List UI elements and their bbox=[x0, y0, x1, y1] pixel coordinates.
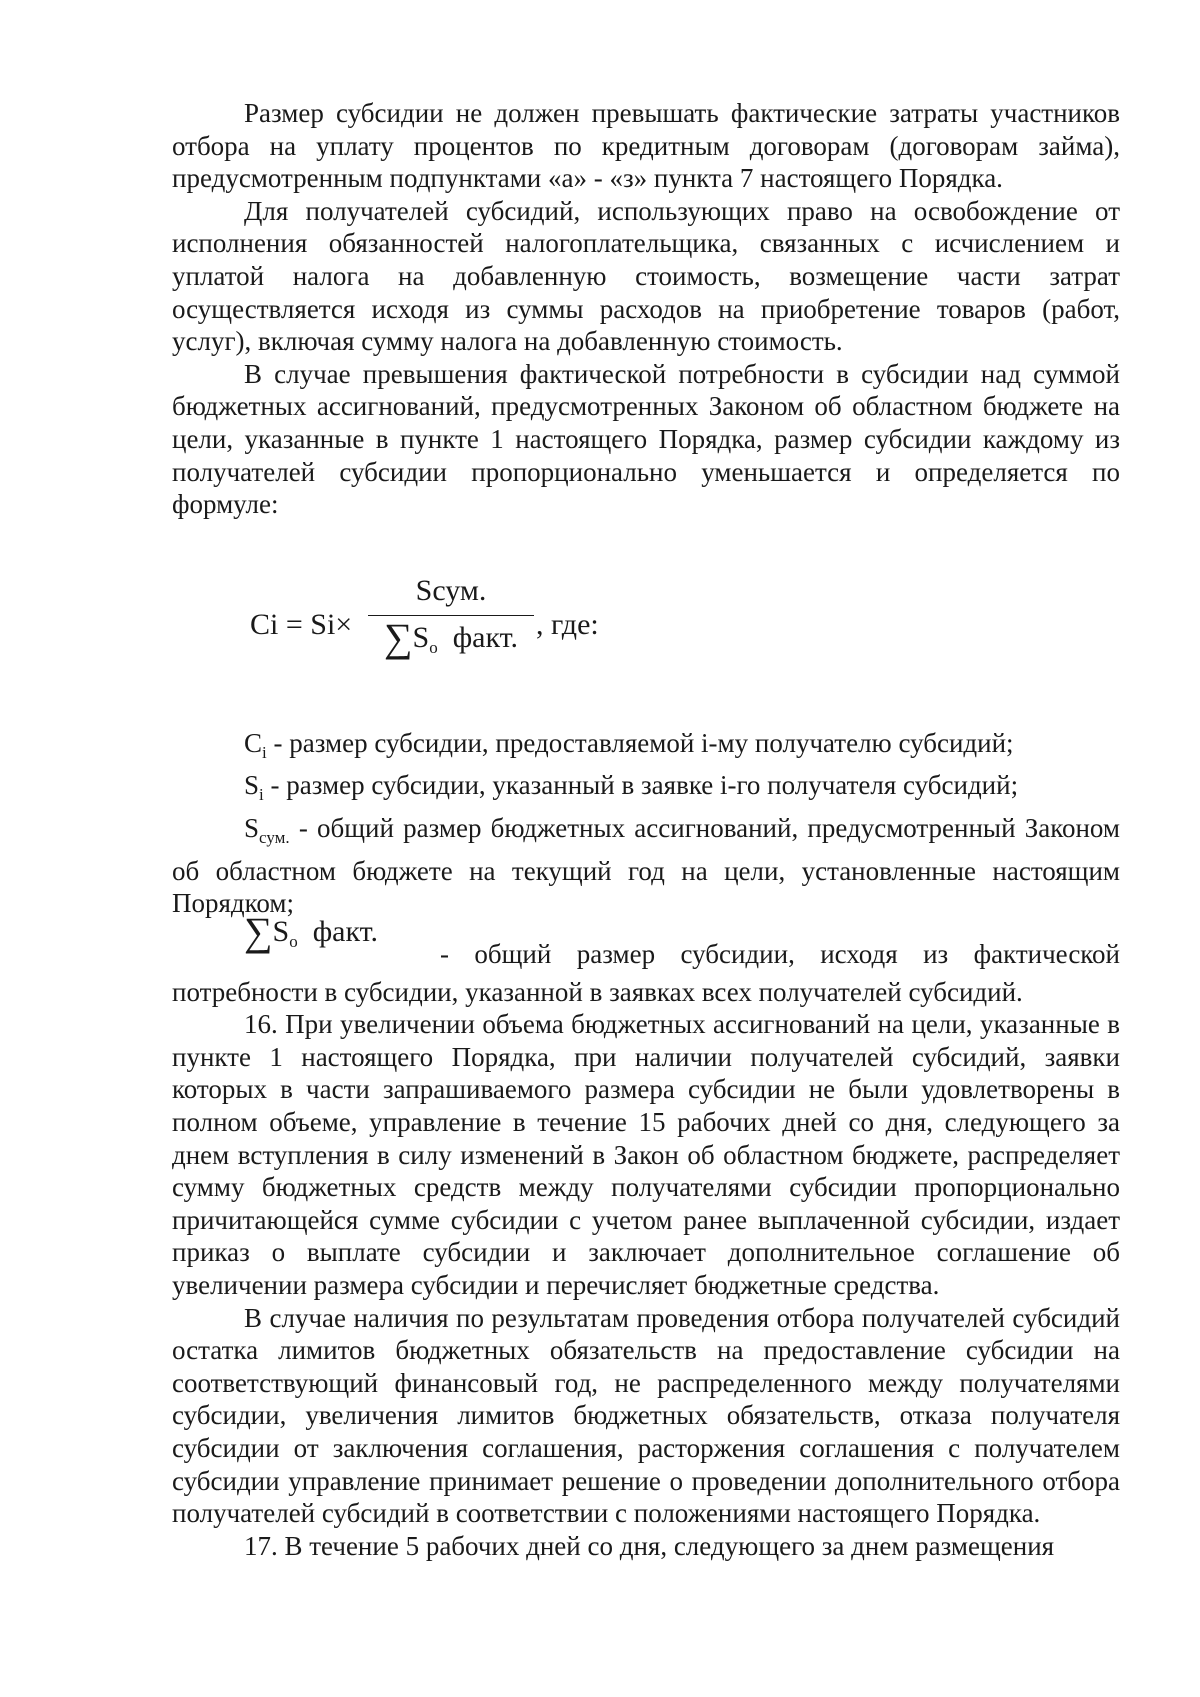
formula-numerator: Sсум. bbox=[415, 573, 487, 607]
definition-text: - размер субсидии, предоставляемой i-му получателю субсидий; bbox=[266, 727, 1014, 758]
sum-fact: факт. bbox=[312, 914, 378, 948]
sigma-symbol: ∑ bbox=[244, 908, 273, 954]
formula-lhs: Ci = Si× bbox=[250, 607, 353, 641]
subsidy-formula bbox=[172, 571, 1120, 689]
paragraph-proportional-reduction: В случае превышения фактической потребности в субсидии над суммой бюджетных ассигнований, предусмотренных Законом об областном бюджете на цели, указанные в пункте 1 настоящего Порядка, размер субсидии каждому из получателей субсидии пропорционально уменьшается и определяется по формуле: bbox=[172, 358, 1120, 520]
paragraph-subsidy-limit: Размер субсидии не должен превышать фактические затраты участников отбора на уплату процентов по кредитным договорам (договорам займа), предусмотренным подпунктами «а» - «з» пункта 7 настоящего Порядка. bbox=[172, 98, 1120, 194]
sum-expression bbox=[244, 908, 378, 959]
sigma-symbol: ∑ bbox=[384, 614, 413, 660]
definition-text: - общий размер бюджетных ассигнований, предусмотренный Законом об областном бюджете на текущий год на цели, установленные настоящим Порядком; bbox=[172, 812, 1120, 919]
definition-sum-so bbox=[172, 908, 1120, 969]
formula-definitions bbox=[172, 727, 1120, 920]
definition-subscript: сум. bbox=[259, 827, 290, 847]
sum-subscript: o bbox=[289, 931, 298, 951]
formula-fraction bbox=[368, 571, 534, 660]
formula-denominator bbox=[368, 614, 534, 660]
sum-definition-continuation: потребности в субсидии, указанной в заявках всех получателей субсидий. bbox=[172, 976, 1023, 1007]
definition-ci bbox=[172, 727, 1120, 770]
definition-ssum bbox=[172, 812, 1120, 920]
sum-definition-line: - общий размер субсидии, исходя из фактической bbox=[440, 938, 1120, 969]
denominator-subscript: o bbox=[429, 637, 438, 657]
sum-s: S bbox=[272, 914, 290, 948]
definition-si bbox=[172, 769, 1120, 812]
definition-symbol: C bbox=[244, 727, 263, 758]
definition-text: - размер субсидии, указанный в заявке i-го получателя субсидий; bbox=[263, 770, 1019, 801]
denominator-s: S bbox=[412, 620, 430, 654]
document-page bbox=[172, 97, 1120, 1562]
definition-symbol: S bbox=[244, 770, 260, 801]
definition-symbol: S bbox=[244, 812, 260, 843]
formula-tail: , где: bbox=[536, 607, 599, 641]
paragraph-vat-exemption: Для получателей субсидий, использующих право на освобождение от исполнения обязанностей налогоплательщика, связанных с исчислением и уплатой налога на добавленную стоимость, возмещение части затрат осуществляется исходя из суммы расходов на приобретение товаров (работ, услуг), включая сумму налога на добавленную стоимость. bbox=[172, 195, 1120, 357]
definition-subscript: i bbox=[259, 785, 264, 805]
definition-subscript: i bbox=[262, 742, 267, 762]
denominator-fact: факт. bbox=[452, 620, 518, 654]
paragraph-17: 17. В течение 5 рабочих дней со дня, следующего за днем размещения bbox=[244, 1530, 1055, 1561]
paragraph-16: 16. При увеличении объема бюджетных ассигнований на цели, указанные в пункте 1 настоящего Порядка, при наличии получателей субсидий, заявки которых в части запрашиваемого размера субсидии не были удовлетворены в полном объеме, управление в течение 15 рабочих дней со дня, следующего за днем вступления в силу изменений в Закон об областном бюджете, распределяет сумму бюджетных средств между получателями субсидии пропорционально причитающейся сумме субсидии с учетом ранее выплаченной субсидии, издает приказ о выплате субсидии и заключает дополнительное соглашение об увеличении размера субсидии и перечисляет бюджетные средства. bbox=[172, 1009, 1120, 1301]
paragraph-additional-selection: В случае наличия по результатам проведения отбора получателей субсидий остатка лимитов бюджетных обязательств на предоставление субсидии на соответствующий финансовый год, не распределенного между получателями субсидии, увеличения лимитов бюджетных обязательств, отказа получателя субсидии от заключения соглашения, расторжения соглашения с получателем субсидии управление принимает решение о проведении дополнительного отбора получателей субсидий в соответствии с положениями настоящего Порядка. bbox=[172, 1302, 1120, 1529]
